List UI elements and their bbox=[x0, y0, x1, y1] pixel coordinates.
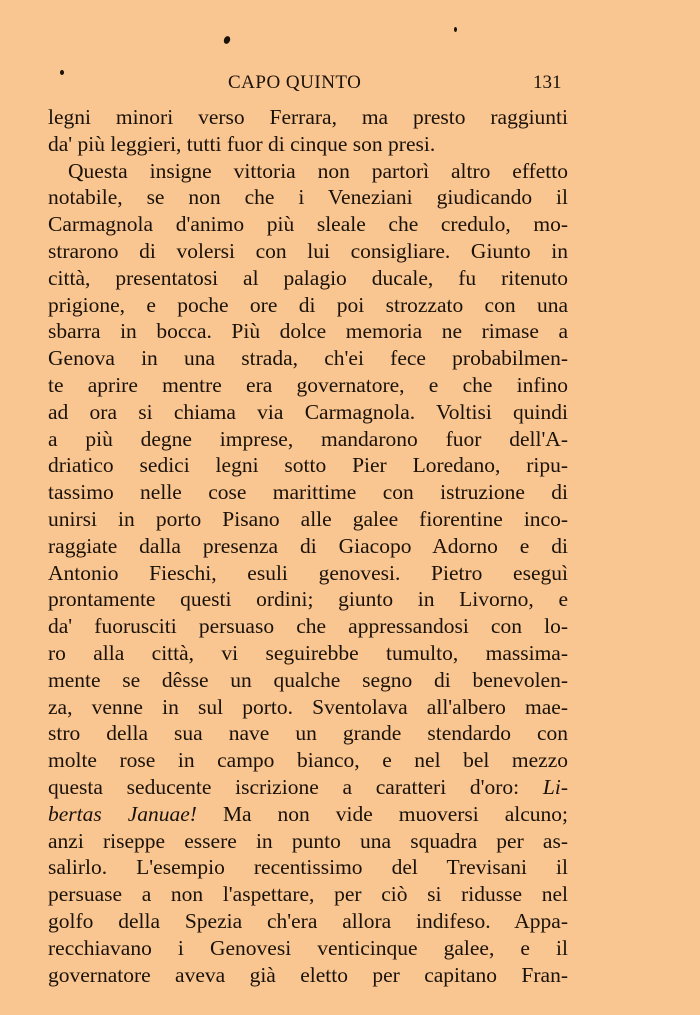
text-line: salirlo. L'esempio recentissimo del Trevisani il bbox=[48, 855, 568, 880]
text-fragment: Ma non vide muoversi alcuno; bbox=[222, 801, 569, 826]
text-line: golfo della Spezia ch'era allora indifeso. Appa- bbox=[48, 908, 568, 933]
text-line: raggiate dalla presenza di Giacopo Adorno e di bbox=[48, 533, 568, 558]
text-line: notabile, se non che i Veneziani giudicando il bbox=[48, 185, 568, 210]
body-text bbox=[48, 104, 568, 988]
text-line-with-italic bbox=[48, 774, 568, 801]
text-line: Antonio Fieschi, esuli genovesi. Pietro eseguì bbox=[48, 560, 568, 585]
italic-fragment: Li- bbox=[542, 774, 569, 799]
text-line: te aprire mentre era governatore, e che infino bbox=[48, 372, 568, 397]
text-line: tassimo nelle cose marittime con istruzione di bbox=[48, 480, 568, 505]
text-line: prontamente questi ordini; giunto in Livorno, e bbox=[48, 587, 568, 612]
ink-speck bbox=[454, 27, 457, 32]
text-line-with-italic bbox=[48, 801, 568, 828]
text-line: Questa insigne vittoria non partorì altro effetto bbox=[68, 158, 568, 183]
text-line: Carmagnola d'animo più sleale che credulo, mo- bbox=[48, 212, 568, 237]
text-line: molte rose in campo bianco, e nel bel mezzo bbox=[48, 748, 568, 773]
text-line: strarono di volersi con lui consigliare. Giunto in bbox=[48, 238, 568, 263]
text-line: a più degne imprese, mandarono fuor dell'A- bbox=[48, 426, 568, 451]
italic-fragment: bertas Januae! bbox=[48, 801, 197, 826]
text-line: legni minori verso Ferrara, ma presto raggiunti bbox=[48, 105, 568, 129]
text-line: governatore aveva già eletto per capitano Fran- bbox=[48, 962, 568, 987]
text-line: Genova in una strada, ch'ei fece probabilmen- bbox=[48, 346, 568, 371]
text-line: unirsi in porto Pisano alle galee fiorentine inco- bbox=[48, 506, 568, 531]
text-line: da' fuorusciti persuaso che appressandosi con lo- bbox=[48, 614, 568, 639]
text-line: sbarra in bocca. Più dolce memoria ne rimase a bbox=[48, 319, 568, 344]
text-line: persuase a non l'aspettare, per ciò si ridusse nel bbox=[48, 882, 568, 907]
text-line: recchiavano i Genovesi venticinque galee, e il bbox=[48, 935, 568, 960]
text-line: stro della sua nave un grande stendardo con bbox=[48, 721, 568, 746]
text-line: ad ora si chiama via Carmagnola. Voltisi quindi bbox=[48, 399, 568, 424]
text-fragment: questa seducente iscrizione a caratteri d'oro: bbox=[48, 774, 520, 799]
text-line: za, venne in sul porto. Sventolava all'albero mae- bbox=[48, 694, 568, 719]
page-header bbox=[0, 72, 700, 102]
text-line: driatico sedici legni sotto Pier Loredano, ripu- bbox=[48, 453, 568, 478]
text-line: prigione, e poche ore di poi strozzato con una bbox=[48, 292, 568, 317]
text-line: città, presentatosi al palagio ducale, fu ritenuto bbox=[48, 265, 568, 290]
ink-speck bbox=[223, 35, 232, 45]
page-number: 131 bbox=[533, 72, 562, 93]
running-title: CAPO QUINTO bbox=[228, 72, 362, 93]
text-line: da' più leggieri, tutti fuor di cinque son presi. bbox=[48, 131, 436, 156]
text-line: mente se dêsse un qualche segno di benevolen- bbox=[48, 667, 568, 692]
text-line: ro alla città, vi seguirebbe tumulto, massima- bbox=[48, 640, 568, 665]
text-line: anzi riseppe essere in punto una squadra per as- bbox=[48, 828, 568, 853]
